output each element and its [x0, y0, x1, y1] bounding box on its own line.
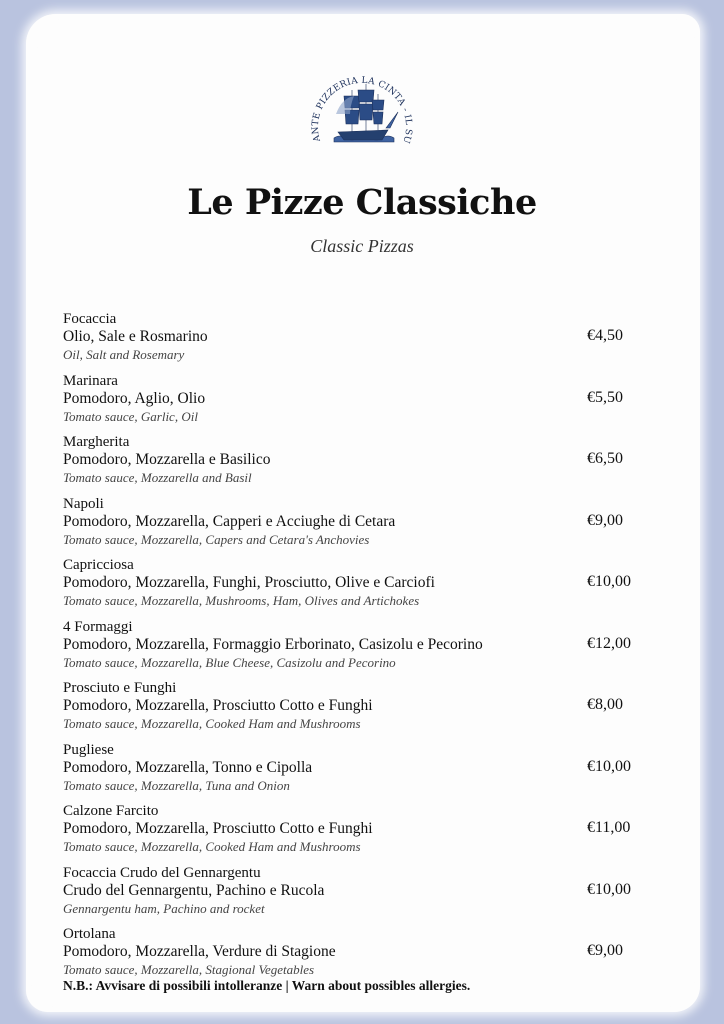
item-name: Marinara	[63, 372, 118, 389]
item-english: Tomato sauce, Mozzarella, Blue Cheese, Casizolu and Pecorino	[63, 654, 396, 670]
item-ingredients: Pomodoro, Mozzarella, Formaggio Erborinato, Casizolu e Pecorino	[63, 635, 483, 653]
item-name: Napoli	[63, 495, 104, 512]
menu-item	[63, 618, 643, 680]
item-name: Focaccia Crudo del Gennargentu	[63, 864, 261, 881]
restaurant-logo	[306, 52, 418, 164]
menu-item	[63, 864, 643, 926]
item-price: €5,50	[587, 388, 623, 406]
item-english: Tomato sauce, Mozzarella, Stagional Vegetables	[63, 962, 315, 977]
item-ingredients: Pomodoro, Mozzarella, Tonno e Cipolla	[63, 758, 313, 776]
item-price: €10,00	[587, 880, 631, 898]
menu-item	[63, 310, 643, 372]
item-ingredients: Pomodoro, Mozzarella e Basilico	[63, 451, 271, 468]
menu-item	[63, 495, 643, 557]
logo-emblem	[306, 52, 418, 164]
item-english: Tomato sauce, Mozzarella, Cooked Ham and Mushrooms	[63, 716, 361, 731]
item-english: Tomato sauce, Mozzarella, Mushrooms, Ham, Olives and Artichokes	[63, 593, 420, 608]
item-ingredients: Pomodoro, Mozzarella, Funghi, Prosciutto, Olive e Carciofi	[63, 574, 435, 591]
item-english: Tomato sauce, Garlic, Oil	[63, 408, 198, 424]
item-name: Pugliese	[63, 741, 114, 758]
item-ingredients: Crudo del Gennargentu, Pachino e Rucola	[63, 881, 325, 899]
menu-item	[63, 679, 643, 741]
item-name: Prosciuto e Funghi	[63, 680, 177, 696]
item-name: 4 Formaggi	[63, 618, 133, 635]
item-english: Tomato sauce, Mozzarella, Capers and Cetara's Anchovies	[63, 531, 370, 547]
allergy-note: N.B.: Avvisare di possibili intolleranze | Warn about possibles allergies.	[63, 978, 471, 993]
item-ingredients: Pomodoro, Mozzarella, Prosciutto Cotto e Funghi	[63, 697, 373, 714]
item-english: Tomato sauce, Mozzarella, Tuna and Onion	[63, 777, 290, 793]
item-price: €9,00	[587, 942, 623, 959]
item-price: €4,50	[587, 327, 623, 344]
item-price: €10,00	[587, 757, 631, 775]
item-ingredients: Pomodoro, Mozzarella, Prosciutto Cotto e Funghi	[63, 820, 373, 837]
pizza-menu-list	[63, 310, 643, 987]
item-price: €9,00	[587, 511, 623, 529]
item-english: Oil, Salt and Rosemary	[63, 347, 185, 362]
item-english: Tomato sauce, Mozzarella and Basil	[63, 470, 252, 485]
item-english: Gennargentu ham, Pachino and rocket	[63, 900, 265, 916]
menu-item	[63, 433, 643, 495]
logo-arc-text: ANTE PIZZERIA LA CINTA - IL SU	[310, 75, 414, 145]
item-price: €12,00	[587, 634, 631, 652]
menu-item	[63, 372, 643, 434]
item-ingredients: Pomodoro, Mozzarella, Capperi e Acciughe di Cetara	[63, 512, 396, 530]
item-ingredients: Olio, Sale e Rosmarino	[63, 328, 208, 345]
item-name: Margherita	[63, 434, 130, 450]
item-ingredients: Pomodoro, Aglio, Olio	[63, 389, 206, 407]
item-price: €11,00	[587, 819, 631, 836]
item-name: Capricciosa	[63, 557, 134, 573]
page-subtitle: Classic Pizzas	[310, 236, 414, 256]
item-name: Ortolana	[63, 926, 116, 942]
item-name: Focaccia	[63, 311, 117, 327]
item-price: €6,50	[587, 450, 623, 467]
item-ingredients: Pomodoro, Mozzarella, Verdure di Stagione	[63, 943, 336, 960]
menu-item	[63, 741, 643, 803]
item-price: €8,00	[587, 696, 623, 713]
item-name: Calzone Farcito	[63, 803, 159, 819]
menu-item	[63, 802, 643, 864]
item-price: €10,00	[587, 573, 631, 590]
item-english: Tomato sauce, Mozzarella, Cooked Ham and Mushrooms	[63, 839, 361, 854]
page-title: Le Pizze Classiche	[187, 182, 537, 223]
menu-item	[63, 556, 643, 618]
